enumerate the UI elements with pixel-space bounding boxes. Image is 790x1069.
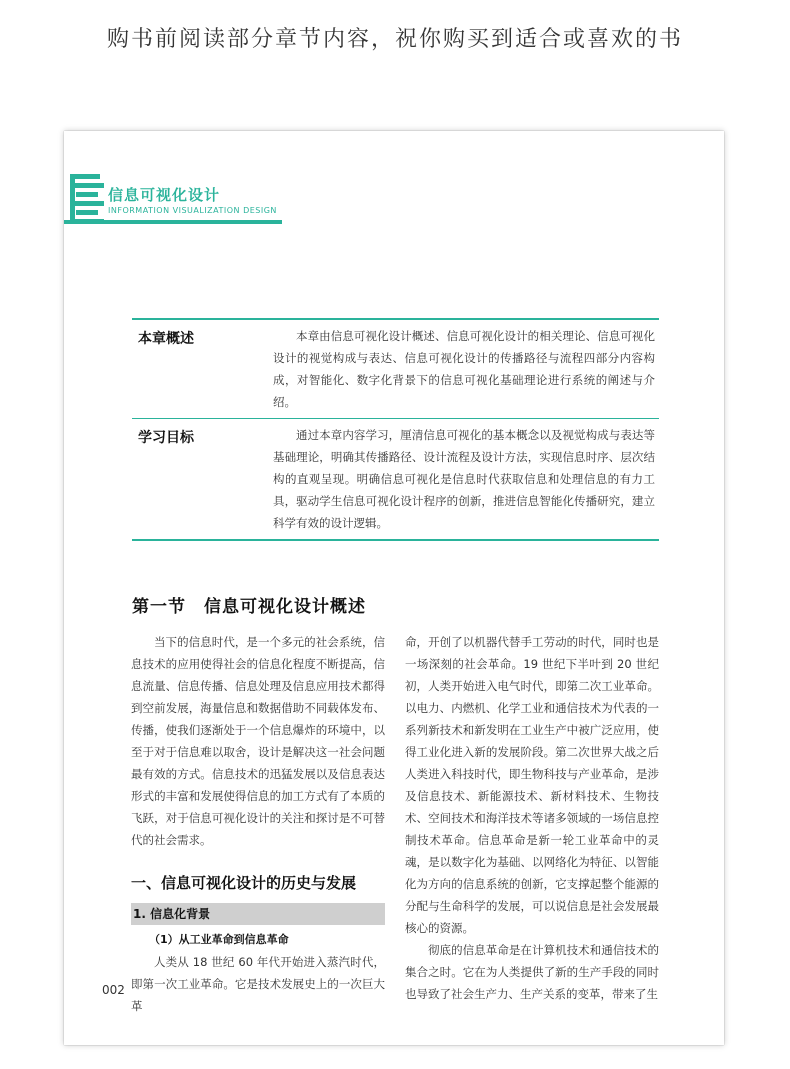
promo-banner: 购书前阅读部分章节内容，祝你购买到适合或喜欢的书	[106, 27, 683, 52]
chapter-logo-icon	[70, 174, 104, 226]
section-title: 第一节 信息可视化设计概述	[132, 597, 366, 617]
goal-text: 通过本章内容学习，厘清信息可视化的基本概念以及视觉构成与表达等基础理论，明确其传播路径、设计流程及设计方法，实现信息时序、层次结构的直观呈现。明确信息可视化是信息时代获取信息和处理信息的有力工具，驱动学生信息可视化设计程序的创新，推进信息智能化传播研究，建立科学有效的设计逻辑。	[273, 428, 655, 530]
chapter-underline	[64, 220, 282, 224]
overview-row	[132, 320, 659, 418]
body-paragraph: 当下的信息时代，是一个多元的社会系统，信息技术的应用使得社会的信息化程度不断提高，信息流量、信息传播、信息处理及信息应用技术都得到空前发展，海量信息和数据借助不同载体发布、传播，使我们逐渐处于一个信息爆炸的环境中，以至于对于信息难以取舍，设计是解决这一社会问题最有效的方式。信息技术的迅猛发展以及信息表达形式的丰富和发展使得信息的加工方式有了本质的飞跃，对于信息可视化设计的关注和探讨是不可替代的社会需求。	[131, 635, 385, 847]
left-column	[131, 631, 385, 1017]
item-heading: （1）从工业革命到信息革命	[149, 933, 289, 946]
chapter-title-english: INFORMATION VISUALIZATION DESIGN	[108, 206, 277, 215]
book-page	[64, 131, 724, 1045]
goal-row	[132, 419, 659, 539]
body-paragraph: 人类从 18 世纪 60 年代开始进入蒸汽时代，即第一次工业革命。它是技术发展史上的一次巨大革	[131, 955, 385, 1013]
goal-label: 学习目标	[138, 430, 194, 446]
body-paragraph: 彻底的信息革命是在计算机技术和通信技术的集合之时。它在为人类提供了新的生产手段的同时也导致了社会生产力、生产关系的变革，带来了生	[405, 943, 659, 1001]
chapter-title: 信息可视化设计	[108, 186, 221, 204]
page-number: 002	[102, 983, 125, 997]
body-paragraph: 命，开创了以机器代替手工劳动的时代，同时也是一场深刻的社会革命。19 世纪下半叶到 20 世纪初，人类开始进入电气时代，即第二次工业革命。以电力、内燃机、化学工业和通信技术为代表的一系列新技术和新发明在工业生产中被广泛应用，使得工业化进入新的发展阶段。第二次世界大战之后人类进入科技时代，即生物科技与产业革命，是涉及信息技术、新能源技术、新材料技术、生物技术、空间技术和海洋技术等诸多领域的一场信息控制技术革命。信息革命是新一轮工业革命中的灵魂，是以数字化为基础、以网络化为特征、以智能化为方向的信息系统的创新，它支撑起整个能源的分配与生命科学的发展，可以说信息是社会发展最核心的资源。	[405, 635, 659, 935]
overview-label: 本章概述	[138, 331, 194, 347]
table-bottom-rule	[132, 539, 659, 541]
chapter-summary-table	[132, 318, 659, 541]
overview-text: 本章由信息可视化设计概述、信息可视化设计的相关理论、信息可视化设计的视觉构成与表达、信息可视化设计的传播路径与流程四部分内容构成，对智能化、数字化背景下的信息可视化基础理论进行系统的阐述与介绍。	[273, 329, 655, 409]
subsubsection-heading: 1. 信息化背景	[131, 903, 385, 925]
subsection-heading: 一、信息可视化设计的历史与发展	[131, 874, 357, 892]
right-column	[405, 631, 659, 1005]
